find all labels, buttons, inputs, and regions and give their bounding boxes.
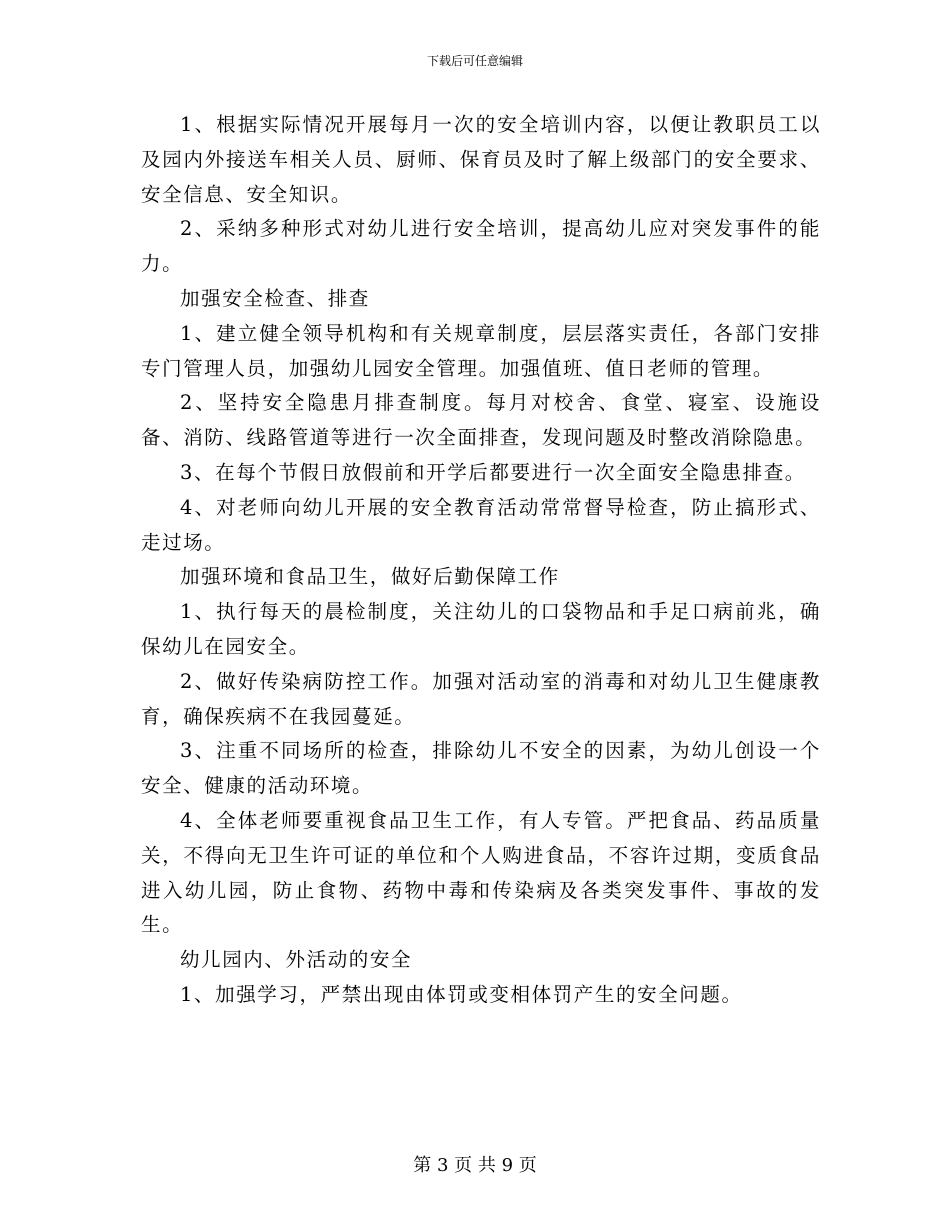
page-number: 第 3 页 共 9 页 — [413, 1155, 537, 1176]
paragraph: 1、建立健全领导机构和有关规章制度，层层落实责任，各部门安排专门管理人员，加强幼儿园安全管理。加强值班、值日老师的管理。 — [141, 321, 821, 380]
page-header: 下载后可任意编辑 — [426, 54, 523, 68]
paragraph: 2、做好传染病防控工作。加强对活动室的消毒和对幼儿卫生健康教育，确保疾病不在我园蔓延。 — [141, 669, 821, 728]
paragraph: 1、根据实际情况开展每月一次的安全培训内容，以便让教职员工以及园内外接送车相关人员、厨师、保育员及时了解上级部门的安全要求、安全信息、安全知识。 — [141, 113, 821, 206]
paragraph: 4、对老师向幼儿开展的安全教育活动常常督导检查，防止搞形式、走过场。 — [141, 495, 821, 554]
paragraph: 3、注重不同场所的检查，排除幼儿不安全的因素，为幼儿创设一个安全、健康的活动环境。 — [141, 739, 821, 798]
section-heading: 幼儿园内、外活动的安全 — [180, 948, 413, 972]
paragraph: 4、全体老师要重视食品卫生工作，有人专管。严把食品、药品质量关，不得向无卫生许可证的单位和个人购进食品，不容许过期，变质食品进入幼儿园，防止食物、药物中毒和传染病及各类突发事件、事故的发生。 — [141, 808, 821, 937]
section-heading: 加强安全检查、排查 — [180, 286, 370, 310]
paragraph: 3、在每个节假日放假前和开学后都要进行一次全面安全隐患排查。 — [180, 460, 806, 484]
paragraph: 2、采纳多种形式对幼儿进行安全培训，提高幼儿应对突发事件的能力。 — [141, 217, 821, 276]
document-body — [141, 108, 821, 1013]
section-heading: 加强环境和食品卫生，做好后勤保障工作 — [180, 565, 560, 589]
paragraph: 2、坚持安全隐患月排查制度。每月对校舍、食堂、寝室、设施设备、消防、线路管道等进行一次全面排查，发现问题及时整改消除隐患。 — [141, 391, 821, 450]
paragraph: 1、加强学习，严禁出现由体罚或变相体罚产生的安全问题。 — [180, 982, 743, 1006]
paragraph: 1、执行每天的晨检制度，关注幼儿的口袋物品和手足口病前兆，确保幼儿在园安全。 — [141, 600, 821, 658]
